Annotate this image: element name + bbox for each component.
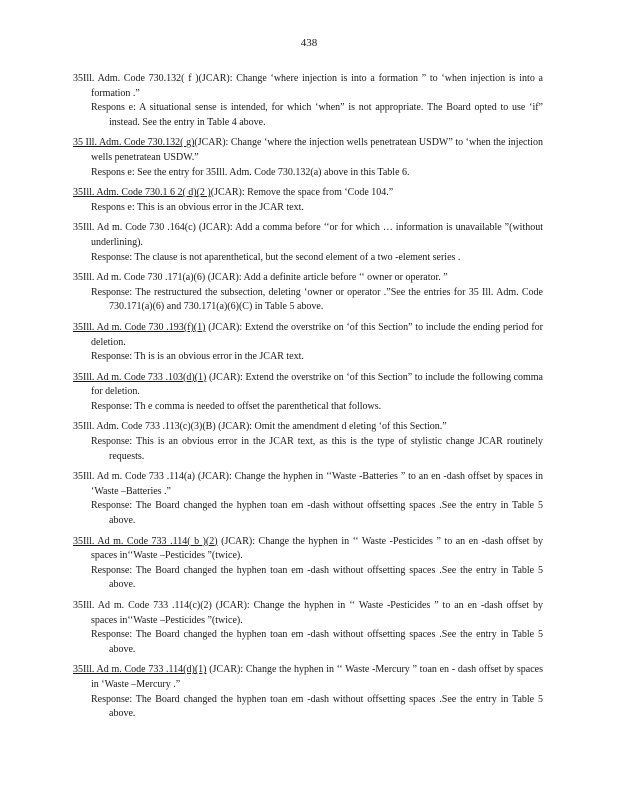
entry-request: 35Ill. Ad m. Code 730 .164(c) (JCAR): Add a comma before ‘‘or for which … information is unavailable ”(without underlining). bbox=[73, 222, 543, 248]
comment-entry bbox=[73, 271, 543, 315]
comment-entry bbox=[73, 186, 543, 215]
comment-entry bbox=[73, 72, 543, 130]
entry-response: Response: The Board changed the hyphen toan em -dash without offsetting spaces .See the entry in Table 5 above. bbox=[91, 693, 543, 720]
entry-response: Response: The clause is not aparenthetical, but the second element of a two -element series . bbox=[91, 251, 461, 263]
comment-entry bbox=[73, 599, 543, 657]
entry-request: (JCAR): Remove the space from ‘Code 104.” bbox=[210, 187, 394, 199]
entry-text bbox=[73, 420, 543, 435]
comment-entry bbox=[73, 136, 543, 180]
entry-text bbox=[73, 186, 543, 201]
entry-response: Response: Th e comma is needed to offset the parenthetical that follows. bbox=[91, 400, 382, 412]
entry-text bbox=[73, 271, 543, 286]
entry-citation: 35Ill. Ad m. Code 730 .193(f)(1) bbox=[73, 321, 206, 333]
comment-entry bbox=[73, 420, 543, 464]
comment-entry bbox=[73, 663, 543, 721]
entry-text bbox=[73, 470, 543, 499]
entry-response: Response: The Board changed the hyphen toan em -dash without offsetting spaces .See the entry in Table 5 above. bbox=[91, 629, 543, 655]
comment-entry bbox=[73, 321, 543, 365]
entry-citation: 35Ill. Adm. Code 730.1 6 2( d)(2 ) bbox=[73, 187, 211, 199]
entry-request: (JCAR): Extend the overstrike on ‘of this Section” to include the following comma for deletion. bbox=[91, 371, 543, 398]
page-number: 438 bbox=[300, 37, 318, 49]
entry-citation: 35 Ill. Adm. Code 730.132( g) bbox=[73, 137, 195, 149]
comment-entry bbox=[73, 470, 543, 528]
entry-request: (JCAR): Change ‘where the injection wells penetratean USDW” to ‘when the injection wells penetratean USDW.” bbox=[91, 137, 543, 163]
comment-entry bbox=[73, 221, 543, 265]
entry-text bbox=[73, 599, 543, 628]
entry-request: 35Ill. Ad m. Code 733 .114(c)(2) (JCAR): Change the hyphen in ‘‘ Waste -Pesticides ” to an en -dash offset by spaces in‘‘Waste –Pesticides ”(twice). bbox=[73, 600, 543, 626]
entry-request: 35Ill. Adm. Code 730.132( f )(JCAR): Change ‘where injection is into a formation ” to ‘when injection is into a formation .” bbox=[73, 73, 543, 99]
entry-text bbox=[73, 136, 543, 165]
entry-request: (JCAR): Change the hyphen in ‘‘ Waste -Mercury ” toan en - dash offset by spaces in ‘Waste –Mercury .” bbox=[91, 664, 543, 690]
entry-request: (JCAR): Extend the overstrike on ‘of this Section” to include the ending period for deletion. bbox=[91, 321, 543, 348]
entry-response: Response: The Board changed the hyphen toan em -dash without offsetting spaces .See the entry in Table 5 above. bbox=[91, 564, 543, 591]
entry-text bbox=[73, 221, 543, 250]
entry-request: (JCAR): Change the hyphen in ‘‘ Waste -Pesticides ” to an en -dash offset by spaces in‘‘Waste –Pesticides ”(twice). bbox=[91, 535, 543, 562]
entry-citation: 35Ill. Ad m. Code 733 .103(d)(1) bbox=[73, 371, 207, 383]
entry-response: Respons e: This is an obvious error in the JCAR text. bbox=[91, 201, 304, 213]
entry-text bbox=[73, 371, 543, 400]
entry-response: Response: Th is is an obvious error in the JCAR text. bbox=[91, 351, 304, 363]
entry-text bbox=[73, 663, 543, 692]
entry-request: 35Ill. Ad m. Code 733 .114(a) (JCAR): Change the hyphen in ‘‘Waste -Batteries ” to an en -dash offset by spaces in ‘Waste –Batteries .” bbox=[73, 471, 543, 497]
entry-response: Response: The Board changed the hyphen toan em -dash without offsetting spaces .See the entry in Table 5 above. bbox=[91, 500, 543, 527]
comment-entry bbox=[73, 371, 543, 415]
entry-text bbox=[73, 72, 543, 101]
entry-request: 35Ill. Ad m. Code 730 .171(a)(6) (JCAR): Add a definite article before ‘‘ owner or operator. ” bbox=[73, 272, 448, 284]
comment-entry bbox=[73, 535, 543, 593]
entry-response: Response: This is an obvious error in the JCAR text, as this is the type of stylistic change JCAR routinely requests. bbox=[91, 436, 543, 462]
entry-citation: 35Ill. Ad m. Code 733 .114( b )(2) bbox=[73, 535, 218, 547]
entry-text bbox=[73, 321, 543, 350]
comment-entries bbox=[73, 72, 543, 728]
entry-response: Respons e: See the entry for 35Ill. Adm. Code 730.132(a) above in this Table 6. bbox=[91, 166, 410, 178]
entry-request: 35Ill. Adm. Code 733 .113(c)(3)(B) (JCAR): Omit the amendment d eleting ‘of this Section.” bbox=[73, 421, 447, 433]
entry-response: Respons e: A situational sense is intended, for which ‘when” is not appropriate. The Board opted to use ‘if” instead. See the entry in Table 4 above. bbox=[91, 102, 543, 128]
entry-citation: 35Ill. Ad m. Code 733 .114(d)(1) bbox=[73, 664, 207, 676]
entry-response: Response: The restructured the subsection, deleting ‘owner or operator .”See the entries for 35 Ill. Adm. Code 730.171(a)(6) and 730.171(a)(6)(C) in Table 5 above. bbox=[91, 286, 543, 313]
entry-text bbox=[73, 535, 543, 564]
